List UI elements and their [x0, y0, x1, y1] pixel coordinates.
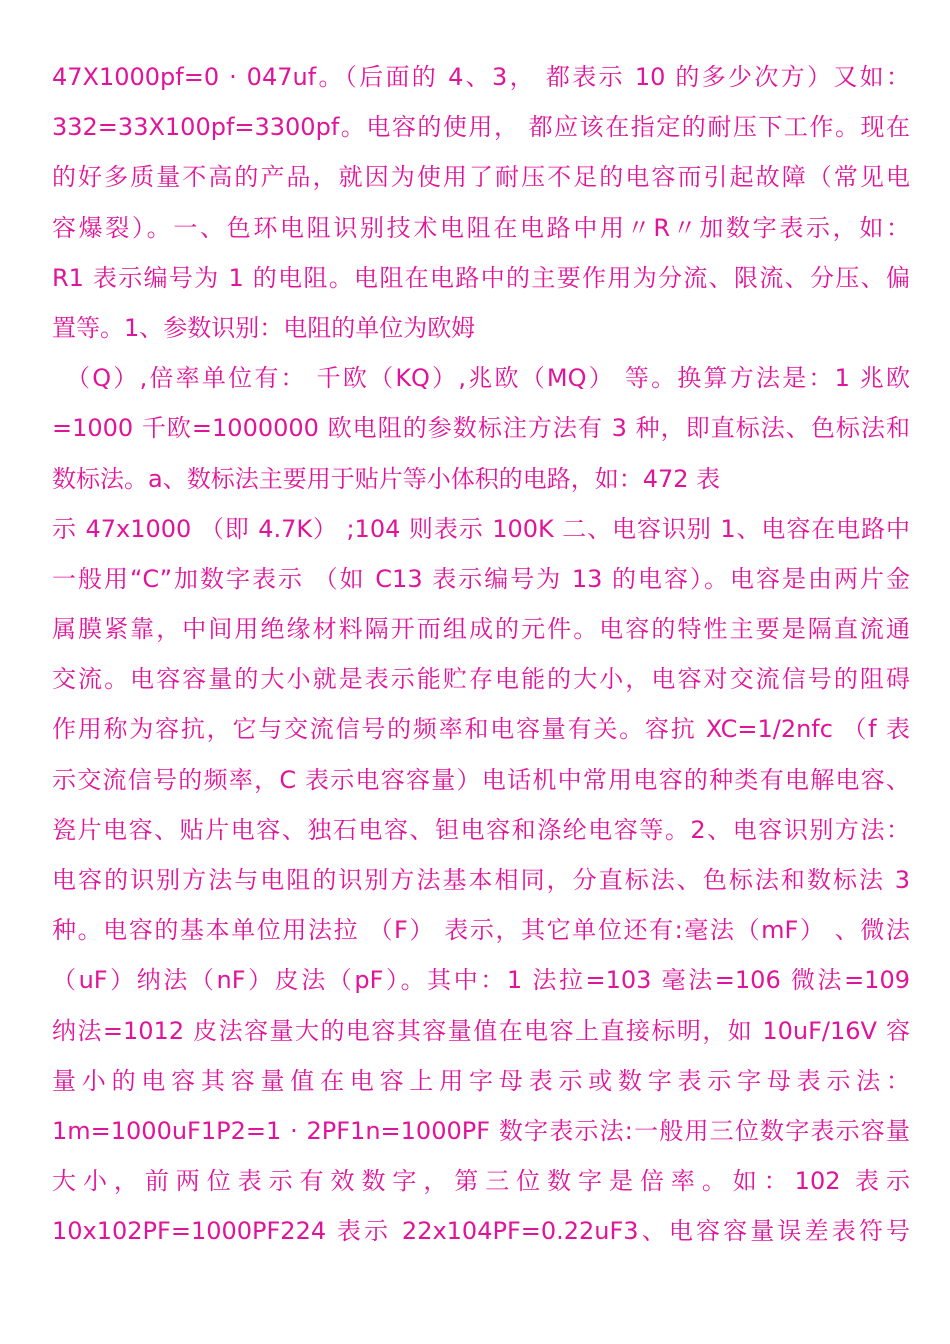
text-line: 种。电容的基本单位用法拉 （F） 表示，其它单位还有:毫法（mF） 、微法: [52, 916, 910, 945]
text-line: 的好多质量不高的产品，就因为使用了耐压不足的电容而引起故障（常见电: [52, 163, 910, 192]
text-line: 10x102PF=1000PF224 表示 22x104PF=0.22uF3、电容容量误差表符号: [52, 1217, 910, 1246]
text-line: 大小，前两位表示有效数字，第三位数字是倍率。如：102 表示: [52, 1167, 910, 1196]
text-line: =1000 千欧=1000000 欧电阻的参数标注方法有 3 种，即直标法、色标法和: [52, 414, 910, 443]
text-line: 量小的电容其容量值在电容上用字母表示或数字表示字母表示法：: [52, 1066, 910, 1095]
text-line: （Q）,倍率单位有： 千欧（KQ）,兆欧（MQ） 等。换算方法是：1 兆欧: [66, 364, 910, 393]
text-line: 电容的识别方法与电阻的识别方法基本相同，分直标法、色标法和数标法 3: [52, 866, 910, 894]
text-line: 47X1000pf=0 · 047uf。（后面的 4、3， 都表示 10 的多少次方）又如：: [52, 63, 910, 91]
text-line: 纳法=1012 皮法容量大的电容其容量值在电容上直接标明，如 10uF/16V 容: [52, 1016, 910, 1045]
text-line: 1m=1000uF1P2=1 · 2PF1n=1000PF 数字表示法:一般用三位数字表示容量: [52, 1116, 910, 1145]
text-line: 示 47x1000 （即 4.7K） ;104 则表示 100K 二、电容识别 1、电容在电路中: [52, 514, 910, 543]
text-line: 示交流信号的频率，C 表示电容容量）电话机中常用电容的种类有电解电容、: [52, 765, 910, 794]
text-line: 数标法。a、数标法主要用于贴片等小体积的电路，如：472 表: [52, 464, 721, 493]
text-line: 容爆裂）。一、色环电阻识别技术电阻在电路中用〃R〃加数字表示，如：: [52, 213, 910, 242]
text-line: 瓷片电容、贴片电容、独石电容、钽电容和涤纶电容等。2、电容识别方法：: [52, 815, 910, 844]
text-line: R1 表示编号为 1 的电阻。电阻在电路中的主要作用为分流、限流、分压、偏: [52, 263, 910, 292]
text-line: 一般用“C”加数字表示 （如 C13 表示编号为 13 的电容）。电容是由两片金: [52, 564, 910, 593]
text-line: 置等。1、参数识别：电阻的单位为欧姆: [52, 313, 476, 342]
text-line: 交流。电容容量的大小就是表示能贮存电能的大小，电容对交流信号的阻碍: [52, 665, 910, 694]
text-line: 作用称为容抗，它与交流信号的频率和电容量有关。容抗 XC=1/2nfc （f 表: [52, 715, 910, 744]
body-text: [52, 52, 910, 1257]
text-line: 属膜紧靠，中间用绝缘材料隔开而组成的元件。电容的特性主要是隔直流通: [52, 615, 910, 644]
text-line: 332=33X100pf=3300pf。电容的使用， 都应该在指定的耐压下工作。现在: [52, 113, 910, 142]
text-line: （uF）纳法（nF）皮法（pF）。其中：1 法拉=103 毫法=106 微法=109: [52, 966, 910, 995]
